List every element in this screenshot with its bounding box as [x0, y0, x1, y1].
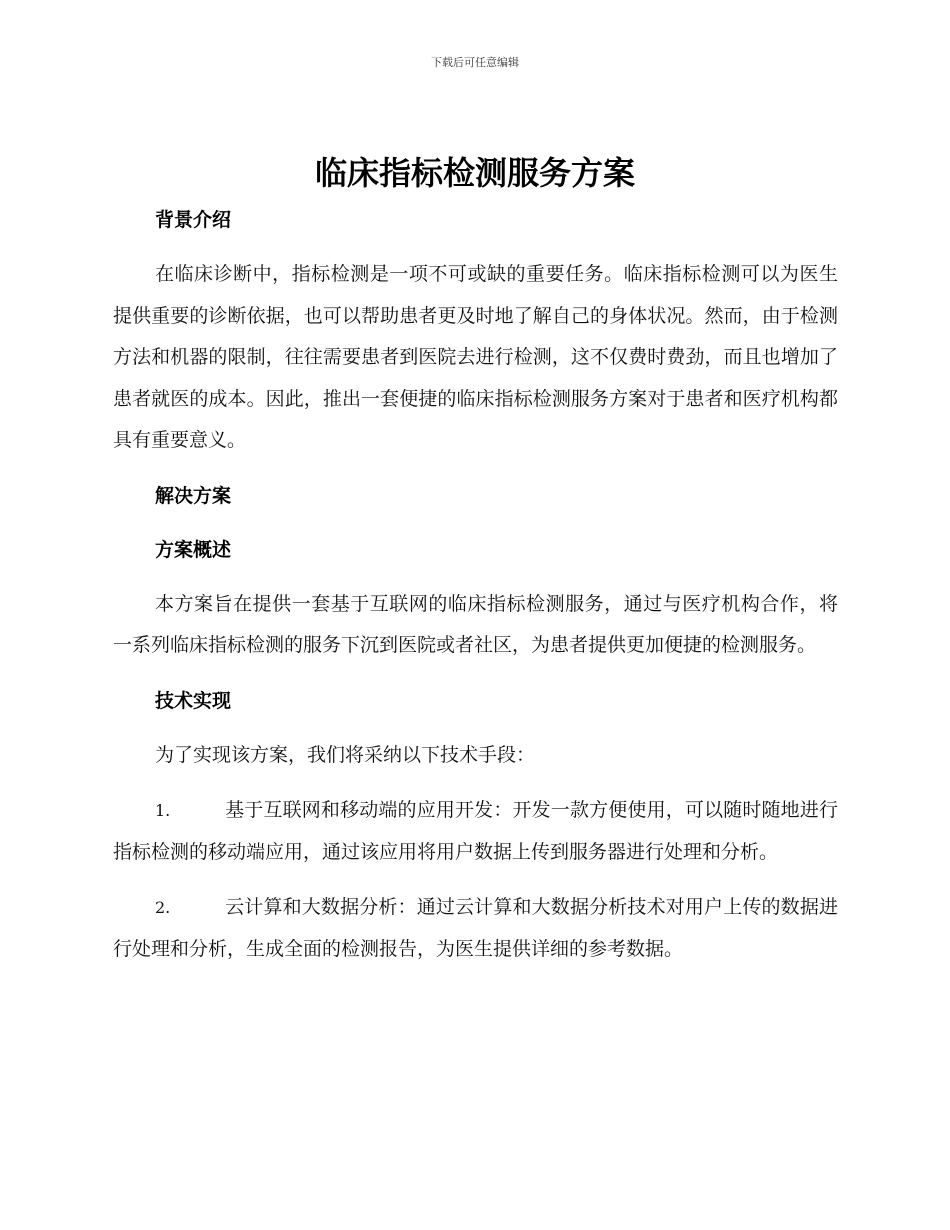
section-heading-solution: 解决方案	[155, 484, 232, 507]
tech-list-item	[113, 887, 838, 970]
tech-list-item	[113, 790, 838, 873]
header-note: 下载后可任意编辑	[431, 56, 519, 69]
list-item-text: 云计算和大数据分析：通过云计算和大数据分析技术对用户上传的数据进行处理和分析，生成全面的检测报告，为医生提供详细的参考数据。	[113, 896, 838, 960]
list-item-number: 2.	[155, 898, 171, 917]
section-heading-background: 背景介绍	[155, 209, 232, 231]
tech-intro-paragraph: 为了实现该方案，我们将采纳以下技术手段：	[155, 743, 536, 766]
document-body	[113, 200, 838, 970]
section-heading-tech: 技术实现	[155, 689, 232, 712]
background-paragraph: 在临床诊断中，指标检测是一项不可或缺的重要任务。临床指标检测可以为医生提供重要的诊断依据，也可以帮助患者更及时地了解自己的身体状况。然而，由于检测方法和机器的限制，往往需要患者到医院去进行检测，这不仅费时费劲，而且也增加了患者就医的成本。因此，推出一套便捷的临床指标检测服务方案对于患者和医疗机构都具有重要意义。	[113, 263, 838, 451]
list-item-number: 1.	[155, 801, 171, 820]
overview-paragraph: 本方案旨在提供一套基于互联网的临床指标检测服务，通过与医疗机构合作，将一系列临床指标检测的服务下沉到医院或者社区，为患者提供更加便捷的检测服务。	[113, 592, 838, 656]
section-heading-overview: 方案概述	[155, 538, 232, 561]
document-title: 临床指标检测服务方案	[314, 154, 635, 192]
list-item-text: 基于互联网和移动端的应用开发：开发一款方便使用，可以随时随地进行指标检测的移动端应用，通过该应用将用户数据上传到服务器进行处理和分析。	[113, 799, 838, 863]
